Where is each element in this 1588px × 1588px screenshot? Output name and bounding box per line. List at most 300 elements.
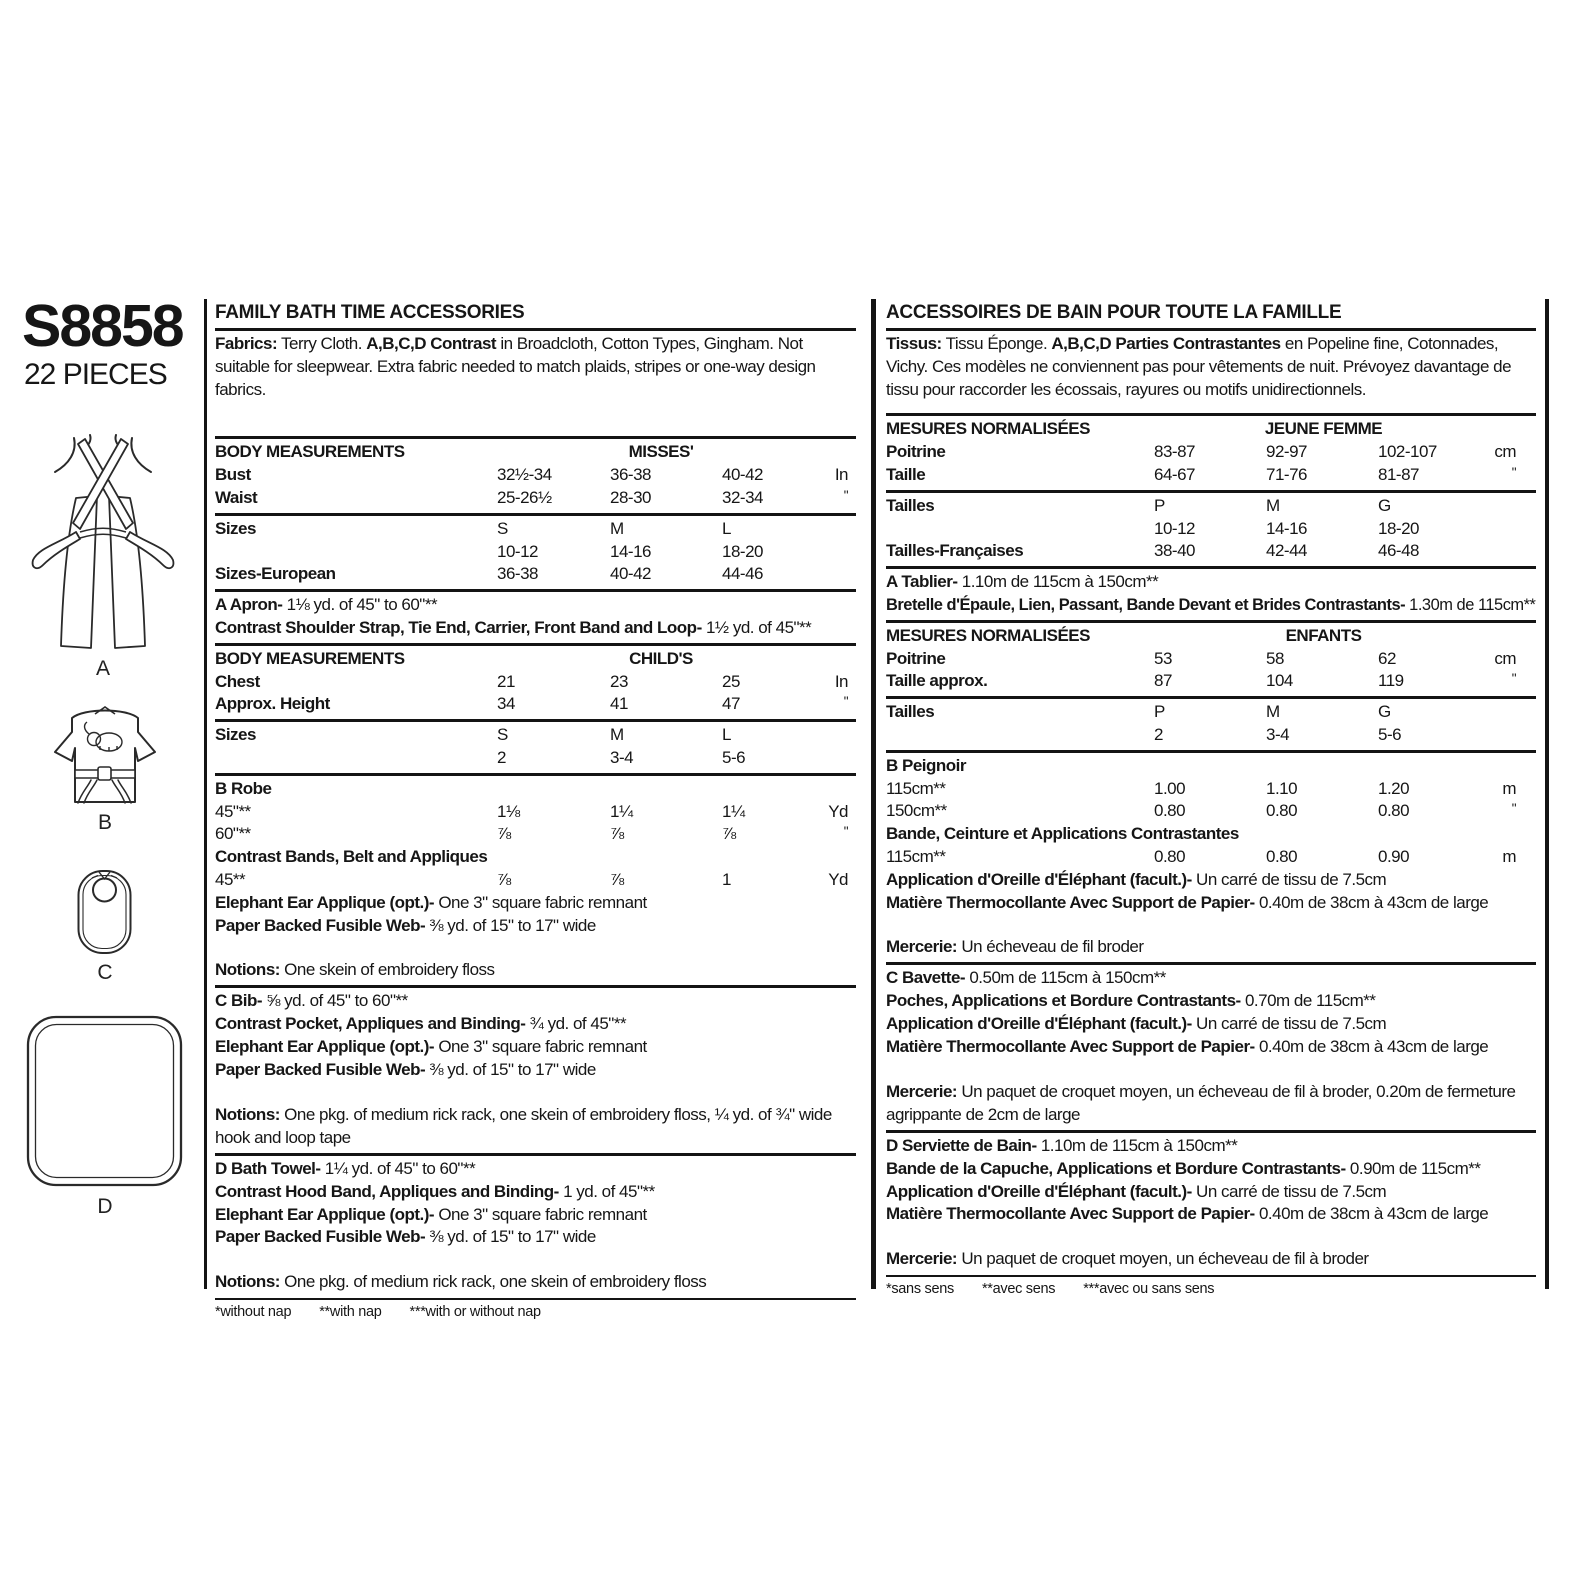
title-en: FAMILY BATH TIME ACCESSORIES	[215, 302, 525, 323]
divider	[215, 773, 856, 776]
divider	[886, 1130, 1536, 1133]
fabrics-text: en Popeline fine, Cotonnades, Vichy. Ces modèles ne conviennent pas pour vêtements de nuit. Prévoyez davantage de tissu pour raccorder les écossais, rayures ou motifs unidirectionnels.	[886, 334, 1512, 399]
measure-label: Tailles	[886, 495, 935, 515]
spec-line	[886, 869, 1536, 892]
measure-value: 40-42	[722, 465, 763, 485]
spec-value: 1½ yd. of 45"**	[701, 617, 812, 637]
table-row	[886, 540, 1536, 563]
size-value: 2	[497, 747, 506, 767]
divider	[215, 589, 856, 592]
spec-value: 0.40m de 38cm à 43cm de large	[1254, 1204, 1489, 1224]
measure-label: Chest	[215, 671, 260, 691]
size-value: 14-16	[1266, 518, 1307, 538]
spec-line	[886, 571, 1536, 594]
spec-label: D Bath Towel-	[215, 1158, 321, 1178]
unit-label: In	[834, 671, 848, 691]
spec-label: Application d'Oreille d'Éléphant (facult.)-	[886, 869, 1192, 889]
notions-label: Mercerie:	[886, 1249, 958, 1269]
size-value: 14-16	[610, 541, 651, 561]
yardage-row	[215, 823, 856, 846]
spec-label: Elephant Ear Applique (opt.)-	[215, 1036, 435, 1056]
divider	[215, 719, 856, 722]
spec-value: ⅜ yd. of 15" to 17" wide	[425, 915, 596, 935]
fabrics-note	[886, 333, 1536, 401]
spec-label: Application d'Oreille d'Éléphant (facult.)-	[886, 1181, 1192, 1201]
spec-line	[215, 1181, 856, 1204]
size-value: 3-4	[1266, 724, 1290, 744]
size-value: M	[610, 725, 624, 745]
yardage-value: ⅞	[497, 869, 511, 889]
table-header: MESURES NORMALISÉES	[886, 625, 1090, 645]
yardage-value: ⅞	[722, 824, 736, 844]
measure-label	[215, 541, 497, 564]
measure-value: 64-67	[1154, 464, 1195, 484]
divider-middle	[871, 299, 876, 1289]
measure-label: Tailles-Françaises	[886, 541, 1024, 561]
table-row	[215, 671, 856, 694]
unit-label: "	[843, 487, 848, 503]
spec-label: Poches, Applications et Bordure Contrastants-	[886, 990, 1241, 1010]
fabrics-text: Terry Cloth.	[277, 334, 367, 353]
size-value: 40-42	[610, 564, 651, 584]
measure-value: 53	[1154, 648, 1172, 668]
table-header: MESURES NORMALISÉES	[886, 419, 1090, 439]
spacer	[215, 1249, 856, 1271]
notions-label: Mercerie:	[886, 937, 958, 957]
spec-label: C Bavette-	[886, 968, 966, 988]
spec-label: A Tablier-	[886, 572, 958, 592]
divider	[215, 1298, 856, 1300]
fabrics-contrast: A,B,C,D Parties Contrastantes	[1051, 334, 1281, 353]
footnote-item: **with nap	[319, 1303, 382, 1320]
spec-line	[215, 1204, 856, 1227]
size-value: P	[1154, 495, 1165, 515]
spec-line	[215, 1059, 856, 1082]
yardage-row	[215, 869, 856, 892]
footnote-item: **avec sens	[981, 1280, 1056, 1297]
spec-value: ⅝ yd. of 45" to 60"**	[262, 991, 408, 1011]
spec-label: A Apron-	[215, 595, 283, 615]
spec-value: One 3" square fabric remnant	[434, 892, 647, 912]
measure-label	[886, 724, 1154, 747]
sidebar	[14, 293, 202, 392]
table-row	[886, 701, 1536, 724]
measure-label: Approx. Height	[215, 694, 330, 714]
yardage-value: 0.80	[1154, 846, 1186, 866]
divider	[886, 1275, 1536, 1277]
measure-value: 81-87	[1378, 464, 1419, 484]
table-row	[215, 747, 856, 770]
spec-line	[886, 594, 1536, 617]
unit-label: Yd	[828, 869, 848, 889]
spec-line	[886, 990, 1536, 1013]
size-value: 10-12	[497, 541, 538, 561]
size-value: L	[722, 518, 731, 538]
measure-value: 25	[722, 671, 740, 691]
yardage-row	[886, 800, 1536, 823]
table-row	[886, 670, 1536, 693]
yardage-value: 1¼	[610, 801, 633, 821]
measure-value: 104	[1266, 671, 1293, 691]
spec-line	[886, 1203, 1536, 1226]
notions-value: One pkg. of medium rick rack, one skein of embroidery floss, ¼ yd. of ¾" wide hook and loop tape	[215, 1105, 832, 1148]
spec-value: One 3" square fabric remnant	[434, 1204, 647, 1224]
yardage-row	[215, 801, 856, 824]
spacer	[886, 1058, 1536, 1080]
spec-value: 0.70m de 115cm**	[1240, 990, 1376, 1010]
notions-line	[215, 1271, 856, 1294]
measure-label: Poitrine	[886, 442, 946, 462]
spec-label: Elephant Ear Applique (opt.)-	[215, 1204, 435, 1224]
english-column	[215, 300, 856, 1322]
spec-line	[886, 1181, 1536, 1204]
view-c-figure	[72, 866, 138, 985]
measure-value: 23	[610, 671, 628, 691]
size-value: G	[1378, 495, 1391, 515]
view-d-figure	[22, 1012, 188, 1219]
notions-value: Un paquet de croquet moyen, un écheveau de fil à broder, 0.20m de fermeture agrippante de 2cm de large	[886, 1082, 1516, 1125]
divider	[886, 328, 1536, 331]
spec-label: Matière Thermocollante Avec Support de Papier-	[886, 892, 1255, 912]
yardage-value: ⅞	[610, 824, 624, 844]
spec-line	[886, 1036, 1536, 1059]
footnote-item: ***with or without nap	[409, 1303, 541, 1320]
nap-footnote	[215, 1302, 856, 1322]
yardage-row	[886, 778, 1536, 801]
fabrics-text: in Broadcloth, Cotton Types, Gingham. Not suitable for sleepwear. Extra fabric needed to match plaids, stripes or one-way design fabrics.	[215, 334, 816, 399]
divider	[886, 490, 1536, 493]
spec-line	[215, 594, 856, 617]
spec-value: 1.10m de 115cm à 150cm**	[957, 572, 1159, 592]
notions-line	[215, 959, 856, 982]
measure-label: Poitrine	[886, 648, 946, 668]
pattern-number: S8858	[22, 293, 183, 359]
spec-value: 0.90m de 115cm**	[1345, 1158, 1481, 1178]
unit-label: "	[843, 694, 848, 710]
measure-value: 92-97	[1266, 442, 1307, 462]
spec-label: Contrast Shoulder Strap, Tie End, Carrier, Front Band and Loop-	[215, 617, 702, 637]
divider-left	[204, 299, 207, 1289]
garment-heading: B Robe	[215, 778, 272, 798]
measure-value: 62	[1378, 648, 1396, 668]
spec-line	[215, 892, 856, 915]
spec-line	[886, 1013, 1536, 1036]
size-value: 18-20	[1378, 518, 1419, 538]
spacer	[215, 401, 856, 433]
width-label: 150cm**	[886, 801, 947, 821]
unit-label: Yd	[828, 801, 848, 821]
spec-line	[886, 1135, 1536, 1158]
notions-line	[886, 1081, 1536, 1127]
spec-value: 0.40m de 38cm à 43cm de large	[1254, 892, 1489, 912]
spacer	[215, 937, 856, 959]
notions-value: Un écheveau de fil broder	[957, 937, 1144, 957]
measure-value: 58	[1266, 648, 1284, 668]
nap-footnote	[886, 1279, 1536, 1299]
measure-value: 25-26½	[497, 487, 552, 507]
measure-label: Waist	[215, 487, 258, 507]
yardage-value: ⅞	[610, 869, 624, 889]
divider	[886, 413, 1536, 416]
width-label: 45"**	[215, 801, 251, 821]
measure-value: 28-30	[610, 487, 651, 507]
garment-heading: B Peignoir	[886, 755, 967, 775]
spec-label: Matière Thermocollante Avec Support de Papier-	[886, 1036, 1255, 1056]
group-label: ENFANTS	[1285, 625, 1362, 645]
size-value: 5-6	[722, 747, 746, 767]
measure-value: 87	[1154, 671, 1172, 691]
spec-line	[215, 617, 856, 640]
size-value: 46-48	[1378, 541, 1419, 561]
spec-line	[215, 1013, 856, 1036]
spec-label: Contrast Hood Band, Appliques and Binding-	[215, 1181, 559, 1201]
table-row	[886, 724, 1536, 747]
notions-line	[886, 936, 1536, 959]
fabrics-text: Tissu Éponge.	[941, 334, 1052, 353]
table-row	[886, 495, 1536, 518]
size-value: 38-40	[1154, 541, 1195, 561]
group-label: JEUNE FEMME	[1264, 419, 1383, 439]
yardage-value: 0.90	[1378, 846, 1410, 866]
yardage-value: 0.80	[1266, 801, 1298, 821]
spec-value: Un carré de tissu de 7.5cm	[1191, 1013, 1387, 1033]
table-row	[886, 648, 1536, 671]
spec-line	[886, 1158, 1536, 1181]
spec-value: 1⅛ yd. of 45" to 60"**	[282, 595, 438, 615]
measure-label	[886, 518, 1154, 541]
notions-line	[886, 1248, 1536, 1271]
footnote-item: *without nap	[215, 1303, 292, 1320]
divider	[886, 696, 1536, 699]
spec-line	[215, 1158, 856, 1181]
yardage-value: 0.80	[1266, 846, 1298, 866]
unit-label: cm	[1494, 648, 1516, 668]
spec-value: Un carré de tissu de 7.5cm	[1191, 869, 1387, 889]
table-row	[215, 518, 856, 541]
size-value: 3-4	[610, 747, 634, 767]
size-value: G	[1378, 702, 1391, 722]
fabrics-label: Fabrics:	[215, 334, 278, 353]
notions-label: Notions:	[215, 960, 280, 980]
divider-right	[1545, 299, 1549, 1289]
table-header-row	[886, 625, 1536, 648]
divider	[886, 750, 1536, 753]
size-value: L	[722, 725, 731, 745]
spec-line	[215, 1036, 856, 1059]
yardage-value: 1⅛	[497, 801, 520, 821]
spec-value: ⅜ yd. of 15" to 17" wide	[425, 1227, 596, 1247]
fabrics-contrast: A,B,C,D Contrast	[366, 334, 497, 353]
spec-label: D Serviette de Bain-	[886, 1135, 1037, 1155]
size-value: 18-20	[722, 541, 763, 561]
measure-value: 119	[1378, 671, 1404, 691]
spec-line	[215, 1226, 856, 1249]
yardage-value: 1	[722, 869, 731, 889]
notions-label: Mercerie:	[886, 1082, 958, 1102]
table-header: BODY MEASUREMENTS	[215, 442, 405, 462]
divider	[886, 962, 1536, 965]
spec-line	[215, 915, 856, 938]
table-header-row	[215, 441, 856, 464]
size-value: 5-6	[1378, 724, 1402, 744]
divider	[215, 985, 856, 988]
footnote-item: *sans sens	[886, 1280, 954, 1297]
bib-drawing-icon	[75, 866, 135, 958]
width-label: 115cm**	[886, 778, 946, 798]
unit-label: "	[1511, 671, 1516, 687]
size-value: S	[497, 725, 508, 745]
table-row	[886, 518, 1536, 541]
size-value: M	[610, 518, 624, 538]
spec-label: Bande de la Capuche, Applications et Bordure Contrastants-	[886, 1158, 1346, 1178]
width-label: 60"**	[215, 824, 251, 844]
spec-value: One 3" square fabric remnant	[434, 1036, 647, 1056]
spec-label: Contrast Pocket, Appliques and Binding-	[215, 1013, 526, 1033]
divider	[215, 643, 856, 646]
measure-value: 21	[497, 671, 515, 691]
size-value: 36-38	[497, 564, 538, 584]
unit-label: In	[834, 465, 848, 485]
spec-value: 1 yd. of 45"**	[558, 1181, 655, 1201]
measure-value: 41	[610, 694, 628, 714]
spec-label: Elephant Ear Applique (opt.)-	[215, 892, 435, 912]
unit-label: "	[843, 824, 848, 840]
spec-label: Bretelle d'Épaule, Lien, Passant, Bande Devant et Brides Contrastants-	[886, 594, 1406, 614]
measure-value: 47	[722, 694, 740, 714]
divider	[215, 436, 856, 439]
size-value: 42-44	[1266, 541, 1307, 561]
spec-value: 1.10m de 115cm à 150cm**	[1036, 1135, 1238, 1155]
footnote-item: ***avec ou sans sens	[1083, 1280, 1215, 1297]
spec-line	[886, 892, 1536, 915]
divider	[215, 328, 856, 331]
spec-label: Paper Backed Fusible Web-	[215, 915, 426, 935]
title-fr: ACCESSOIRES DE BAIN POUR TOUTE LA FAMILLE	[886, 302, 1342, 323]
spec-value: Un carré de tissu de 7.5cm	[1191, 1181, 1387, 1201]
size-value: M	[1266, 702, 1280, 722]
view-d-label: D	[97, 1195, 113, 1218]
spec-line	[886, 967, 1536, 990]
notions-value: Un paquet de croquet moyen, un écheveau de fil à broder	[957, 1249, 1369, 1269]
contrast-subhead: Bande, Ceinture et Applications Contrastantes	[886, 824, 1239, 844]
unit-label: cm	[1494, 442, 1516, 462]
fabrics-label: Tissus:	[886, 334, 942, 353]
spec-value: 0.40m de 38cm à 43cm de large	[1254, 1036, 1489, 1056]
spacer	[886, 401, 1536, 410]
group-label: MISSES'	[628, 442, 694, 462]
table-row	[215, 464, 856, 487]
yardage-value: 0.80	[1154, 801, 1186, 821]
yardage-value: 1.00	[1154, 778, 1186, 798]
yardage-value: 0.80	[1378, 801, 1410, 821]
table-row	[215, 724, 856, 747]
apron-drawing-icon	[27, 432, 179, 654]
width-label: 45**	[215, 869, 246, 889]
spec-value: ⅜ yd. of 15" to 17" wide	[425, 1059, 596, 1079]
width-label: 115cm**	[886, 846, 946, 866]
table-row	[215, 487, 856, 510]
spacer	[215, 1081, 856, 1103]
yardage-value: ⅞	[497, 824, 511, 844]
unit-label: "	[1511, 801, 1516, 817]
table-row	[215, 541, 856, 564]
table-header: BODY MEASUREMENTS	[215, 648, 405, 668]
notions-label: Notions:	[215, 1105, 280, 1125]
view-c-label: C	[97, 961, 113, 984]
notions-value: One skein of embroidery floss	[279, 960, 495, 980]
spec-line	[215, 990, 856, 1013]
size-value: M	[1266, 495, 1280, 515]
measure-label	[215, 747, 497, 770]
spec-value: 0.50m de 115cm à 150cm**	[965, 968, 1166, 988]
divider	[886, 566, 1536, 569]
spacer	[886, 914, 1536, 936]
notions-label: Notions:	[215, 1272, 280, 1292]
measure-value: 71-76	[1266, 464, 1307, 484]
notions-line	[215, 1104, 856, 1150]
size-value: 44-46	[722, 564, 763, 584]
table-row	[886, 464, 1536, 487]
spec-label: Paper Backed Fusible Web-	[215, 1227, 426, 1247]
measure-value: 102-107	[1378, 442, 1437, 462]
divider	[886, 620, 1536, 623]
french-column	[886, 300, 1536, 1299]
divider	[215, 1153, 856, 1156]
group-label: CHILD'S	[629, 648, 693, 668]
spacer	[886, 1226, 1536, 1248]
measure-value: 32-34	[722, 487, 763, 507]
yardage-value: 1¼	[722, 801, 745, 821]
size-value: 2	[1154, 724, 1163, 744]
unit-label: "	[1511, 464, 1516, 480]
measure-label: Sizes-European	[215, 564, 336, 584]
measure-value: 32½-34	[497, 465, 552, 485]
view-b-label: B	[97, 811, 112, 834]
measure-label: Taille approx.	[886, 671, 988, 691]
yardage-value: 1.10	[1266, 778, 1298, 798]
table-header-row	[886, 418, 1536, 441]
measure-label: Tailles	[886, 702, 935, 722]
measure-label: Taille	[886, 464, 926, 484]
spec-value: ¾ yd. of 45"**	[525, 1013, 627, 1033]
measure-label: Sizes	[215, 518, 256, 538]
bath-towel-drawing-icon	[24, 1012, 186, 1192]
spec-value: 1¼ yd. of 45" to 60"**	[320, 1158, 476, 1178]
yardage-value: 1.20	[1378, 778, 1410, 798]
measure-value: 34	[497, 694, 515, 714]
measure-label: Bust	[215, 465, 251, 485]
unit-label: m	[1502, 846, 1516, 866]
view-b-figure	[38, 702, 172, 835]
robe-drawing-icon	[39, 702, 171, 808]
table-header-row	[215, 648, 856, 671]
table-row	[215, 693, 856, 716]
measure-value: 83-87	[1154, 442, 1195, 462]
fabrics-note	[215, 333, 856, 401]
notions-value: One pkg. of medium rick rack, one skein of embroidery floss	[279, 1272, 707, 1292]
unit-label: m	[1502, 778, 1516, 798]
spec-label: C Bib-	[215, 991, 263, 1011]
contrast-subhead: Contrast Bands, Belt and Appliques	[215, 847, 488, 867]
spec-value: 1.30m de 115cm**	[1405, 594, 1536, 614]
measure-label: Sizes	[215, 725, 256, 745]
table-row	[215, 563, 856, 586]
size-value: 10-12	[1154, 518, 1195, 538]
size-value: S	[497, 518, 508, 538]
divider	[215, 513, 856, 516]
spec-label: Paper Backed Fusible Web-	[215, 1059, 426, 1079]
view-a-label: A	[95, 657, 110, 680]
